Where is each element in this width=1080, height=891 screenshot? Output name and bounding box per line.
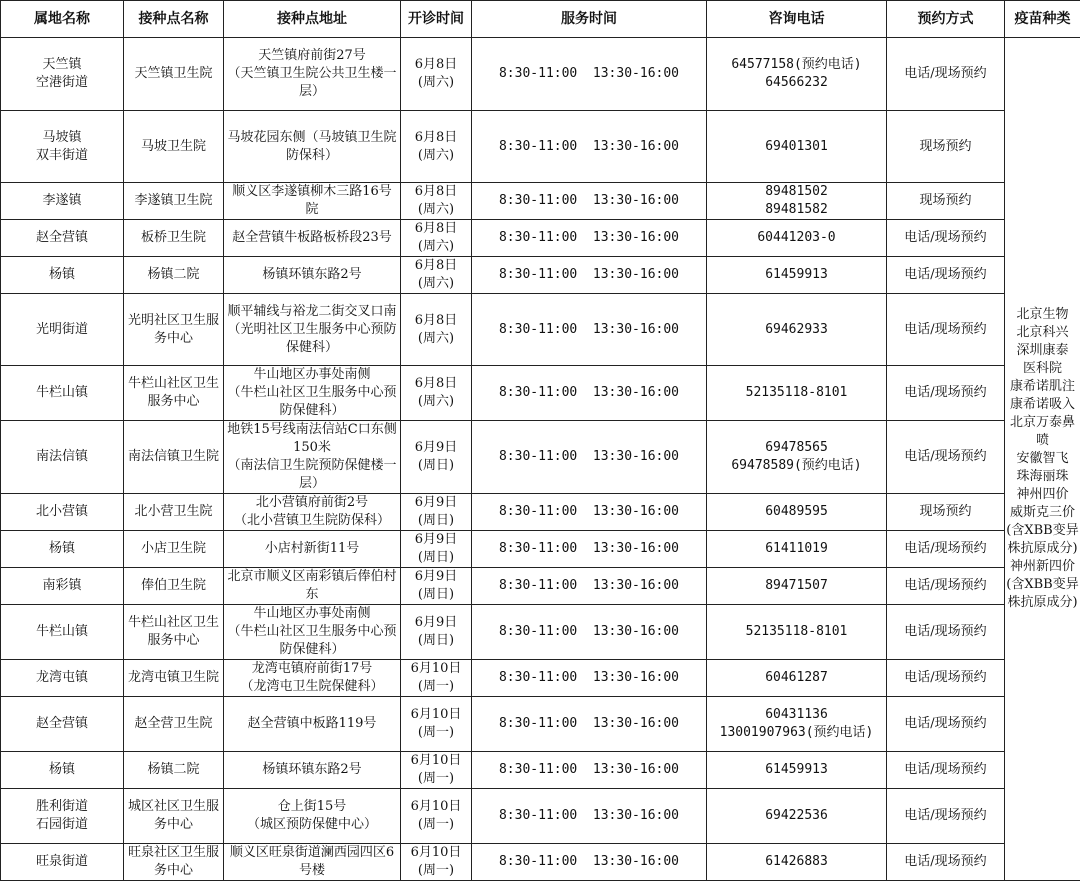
cell-date: 6月9日 (周日) (401, 605, 472, 660)
table-row (1, 660, 1080, 697)
cell-address: 赵全营镇中板路119号 (224, 697, 401, 752)
cell-phone: 60461287 (707, 660, 887, 697)
table-row (1, 294, 1080, 366)
cell-date: 6月8日 (周六) (401, 257, 472, 294)
cell-date: 6月9日 (周日) (401, 568, 472, 605)
header-phone: 咨询电话 (707, 1, 887, 38)
cell-phone: 60431136 13001907963(预约电话) (707, 697, 887, 752)
cell-site: 板桥卫生院 (124, 220, 224, 257)
cell-booking: 电话/现场预约 (887, 697, 1005, 752)
cell-vaccine-types: 北京生物 北京科兴 深圳康泰 医科院 康希诺肌注 康希诺吸入 北京万泰鼻喷 安徽智飞 珠海丽珠 神州四价 威斯克三价 (含XBB变异株抗原成分) 神州新四价 (含XBB变异株抗原成分) (1005, 38, 1080, 881)
cell-booking: 电话/现场预约 (887, 789, 1005, 844)
cell-phone: 61459913 (707, 752, 887, 789)
cell-phone: 60441203-0 (707, 220, 887, 257)
cell-booking: 电话/现场预约 (887, 421, 1005, 494)
cell-phone: 61426883 (707, 844, 887, 881)
cell-date: 6月8日 (周六) (401, 38, 472, 111)
cell-phone: 89471507 (707, 568, 887, 605)
cell-site: 北小营卫生院 (124, 494, 224, 531)
cell-hours: 8:30-11:00 13:30-16:00 (472, 697, 707, 752)
cell-hours: 8:30-11:00 13:30-16:00 (472, 183, 707, 220)
cell-date: 6月10日 (周一) (401, 789, 472, 844)
cell-address: 北小营镇府前街2号 （北小营镇卫生院防保科） (224, 494, 401, 531)
header-vaccine: 疫苗种类 (1005, 1, 1080, 38)
cell-phone: 60489595 (707, 494, 887, 531)
cell-site: 马坡卫生院 (124, 111, 224, 183)
header-date: 开诊时间 (401, 1, 472, 38)
cell-address: 牛山地区办事处南侧 （牛栏山社区卫生服务中心预防保健科） (224, 605, 401, 660)
cell-date: 6月9日 (周日) (401, 531, 472, 568)
cell-site: 城区社区卫生服务中心 (124, 789, 224, 844)
table-row (1, 421, 1080, 494)
cell-site: 龙湾屯镇卫生院 (124, 660, 224, 697)
table-row (1, 38, 1080, 111)
cell-phone: 64577158(预约电话) 64566232 (707, 38, 887, 111)
cell-phone: 89481502 89481582 (707, 183, 887, 220)
cell-date: 6月8日 (周六) (401, 183, 472, 220)
cell-hours: 8:30-11:00 13:30-16:00 (472, 494, 707, 531)
cell-date: 6月10日 (周一) (401, 752, 472, 789)
cell-district: 杨镇 (1, 531, 124, 568)
cell-site: 牛栏山社区卫生服务中心 (124, 605, 224, 660)
cell-address: 杨镇环镇东路2号 (224, 752, 401, 789)
cell-booking: 现场预约 (887, 183, 1005, 220)
cell-booking: 电话/现场预约 (887, 220, 1005, 257)
header-hours: 服务时间 (472, 1, 707, 38)
cell-date: 6月8日 (周六) (401, 366, 472, 421)
cell-district: 南彩镇 (1, 568, 124, 605)
cell-district: 胜利街道 石园街道 (1, 789, 124, 844)
cell-booking: 电话/现场预约 (887, 38, 1005, 111)
cell-address: 北京市顺义区南彩镇后俸伯村东 (224, 568, 401, 605)
cell-district: 杨镇 (1, 257, 124, 294)
cell-booking: 电话/现场预约 (887, 257, 1005, 294)
cell-booking: 电话/现场预约 (887, 568, 1005, 605)
cell-date: 6月10日 (周一) (401, 844, 472, 881)
cell-address: 顺义区李遂镇柳木三路16号院 (224, 183, 401, 220)
table-row (1, 366, 1080, 421)
cell-site: 李遂镇卫生院 (124, 183, 224, 220)
cell-booking: 电话/现场预约 (887, 844, 1005, 881)
cell-hours: 8:30-11:00 13:30-16:00 (472, 111, 707, 183)
cell-address: 顺义区旺泉街道澜西园四区6号楼 (224, 844, 401, 881)
table-row (1, 531, 1080, 568)
cell-hours: 8:30-11:00 13:30-16:00 (472, 531, 707, 568)
table-row (1, 844, 1080, 881)
cell-phone: 52135118-8101 (707, 366, 887, 421)
cell-hours: 8:30-11:00 13:30-16:00 (472, 752, 707, 789)
cell-hours: 8:30-11:00 13:30-16:00 (472, 220, 707, 257)
cell-district: 光明街道 (1, 294, 124, 366)
cell-site: 牛栏山社区卫生服务中心 (124, 366, 224, 421)
cell-address: 地铁15号线南法信站C口东侧150米 （南法信卫生院预防保健楼一层） (224, 421, 401, 494)
cell-district: 赵全营镇 (1, 220, 124, 257)
cell-district: 赵全营镇 (1, 697, 124, 752)
cell-address: 赵全营镇牛板路板桥段23号 (224, 220, 401, 257)
cell-site: 小店卫生院 (124, 531, 224, 568)
cell-booking: 现场预约 (887, 111, 1005, 183)
table-row (1, 183, 1080, 220)
cell-hours: 8:30-11:00 13:30-16:00 (472, 366, 707, 421)
cell-booking: 电话/现场预约 (887, 531, 1005, 568)
table-row (1, 494, 1080, 531)
table-row (1, 605, 1080, 660)
table-row (1, 257, 1080, 294)
cell-district: 杨镇 (1, 752, 124, 789)
cell-phone: 69478565 69478589(预约电话) (707, 421, 887, 494)
cell-phone: 61411019 (707, 531, 887, 568)
cell-address: 龙湾屯镇府前街17号 （龙湾屯卫生院保健科） (224, 660, 401, 697)
cell-site: 杨镇二院 (124, 257, 224, 294)
header-district: 属地名称 (1, 1, 124, 38)
cell-hours: 8:30-11:00 13:30-16:00 (472, 660, 707, 697)
cell-address: 仓上街15号 （城区预防保健中心） (224, 789, 401, 844)
cell-hours: 8:30-11:00 13:30-16:00 (472, 294, 707, 366)
cell-address: 天竺镇府前街27号 （天竺镇卫生院公共卫生楼一层） (224, 38, 401, 111)
cell-site: 天竺镇卫生院 (124, 38, 224, 111)
cell-booking: 电话/现场预约 (887, 294, 1005, 366)
cell-site: 赵全营卫生院 (124, 697, 224, 752)
cell-phone: 69462933 (707, 294, 887, 366)
cell-hours: 8:30-11:00 13:30-16:00 (472, 605, 707, 660)
cell-date: 6月9日 (周日) (401, 421, 472, 494)
cell-date: 6月10日 (周一) (401, 660, 472, 697)
cell-phone: 61459913 (707, 257, 887, 294)
cell-district: 牛栏山镇 (1, 605, 124, 660)
cell-hours: 8:30-11:00 13:30-16:00 (472, 844, 707, 881)
cell-district: 李遂镇 (1, 183, 124, 220)
cell-date: 6月8日 (周六) (401, 294, 472, 366)
header-row (1, 1, 1080, 38)
cell-phone: 69422536 (707, 789, 887, 844)
cell-hours: 8:30-11:00 13:30-16:00 (472, 421, 707, 494)
cell-address: 顺平辅线与裕龙二街交叉口南 （光明社区卫生服务中心预防保健科） (224, 294, 401, 366)
cell-hours: 8:30-11:00 13:30-16:00 (472, 789, 707, 844)
cell-booking: 电话/现场预约 (887, 752, 1005, 789)
table-row (1, 789, 1080, 844)
cell-district: 龙湾屯镇 (1, 660, 124, 697)
cell-booking: 现场预约 (887, 494, 1005, 531)
header-booking: 预约方式 (887, 1, 1005, 38)
table-row (1, 752, 1080, 789)
header-address: 接种点地址 (224, 1, 401, 38)
cell-hours: 8:30-11:00 13:30-16:00 (472, 568, 707, 605)
cell-site: 南法信镇卫生院 (124, 421, 224, 494)
cell-date: 6月10日 (周一) (401, 697, 472, 752)
cell-site: 光明社区卫生服务中心 (124, 294, 224, 366)
cell-address: 牛山地区办事处南侧 （牛栏山社区卫生服务中心预防保健科） (224, 366, 401, 421)
cell-district: 天竺镇 空港街道 (1, 38, 124, 111)
cell-booking: 电话/现场预约 (887, 605, 1005, 660)
cell-district: 旺泉街道 (1, 844, 124, 881)
header-site: 接种点名称 (124, 1, 224, 38)
table-row (1, 111, 1080, 183)
cell-date: 6月8日 (周六) (401, 220, 472, 257)
cell-address: 杨镇环镇东路2号 (224, 257, 401, 294)
cell-district: 牛栏山镇 (1, 366, 124, 421)
cell-date: 6月9日 (周日) (401, 494, 472, 531)
cell-hours: 8:30-11:00 13:30-16:00 (472, 38, 707, 111)
cell-site: 杨镇二院 (124, 752, 224, 789)
cell-booking: 电话/现场预约 (887, 366, 1005, 421)
cell-address: 马坡花园东侧（马坡镇卫生院防保科） (224, 111, 401, 183)
cell-hours: 8:30-11:00 13:30-16:00 (472, 257, 707, 294)
cell-district: 南法信镇 (1, 421, 124, 494)
cell-address: 小店村新街11号 (224, 531, 401, 568)
table-row (1, 568, 1080, 605)
cell-phone: 69401301 (707, 111, 887, 183)
table-row (1, 220, 1080, 257)
cell-district: 北小营镇 (1, 494, 124, 531)
cell-booking: 电话/现场预约 (887, 660, 1005, 697)
cell-phone: 52135118-8101 (707, 605, 887, 660)
cell-site: 旺泉社区卫生服务中心 (124, 844, 224, 881)
cell-date: 6月8日 (周六) (401, 111, 472, 183)
cell-site: 俸伯卫生院 (124, 568, 224, 605)
table-row (1, 697, 1080, 752)
cell-district: 马坡镇 双丰街道 (1, 111, 124, 183)
